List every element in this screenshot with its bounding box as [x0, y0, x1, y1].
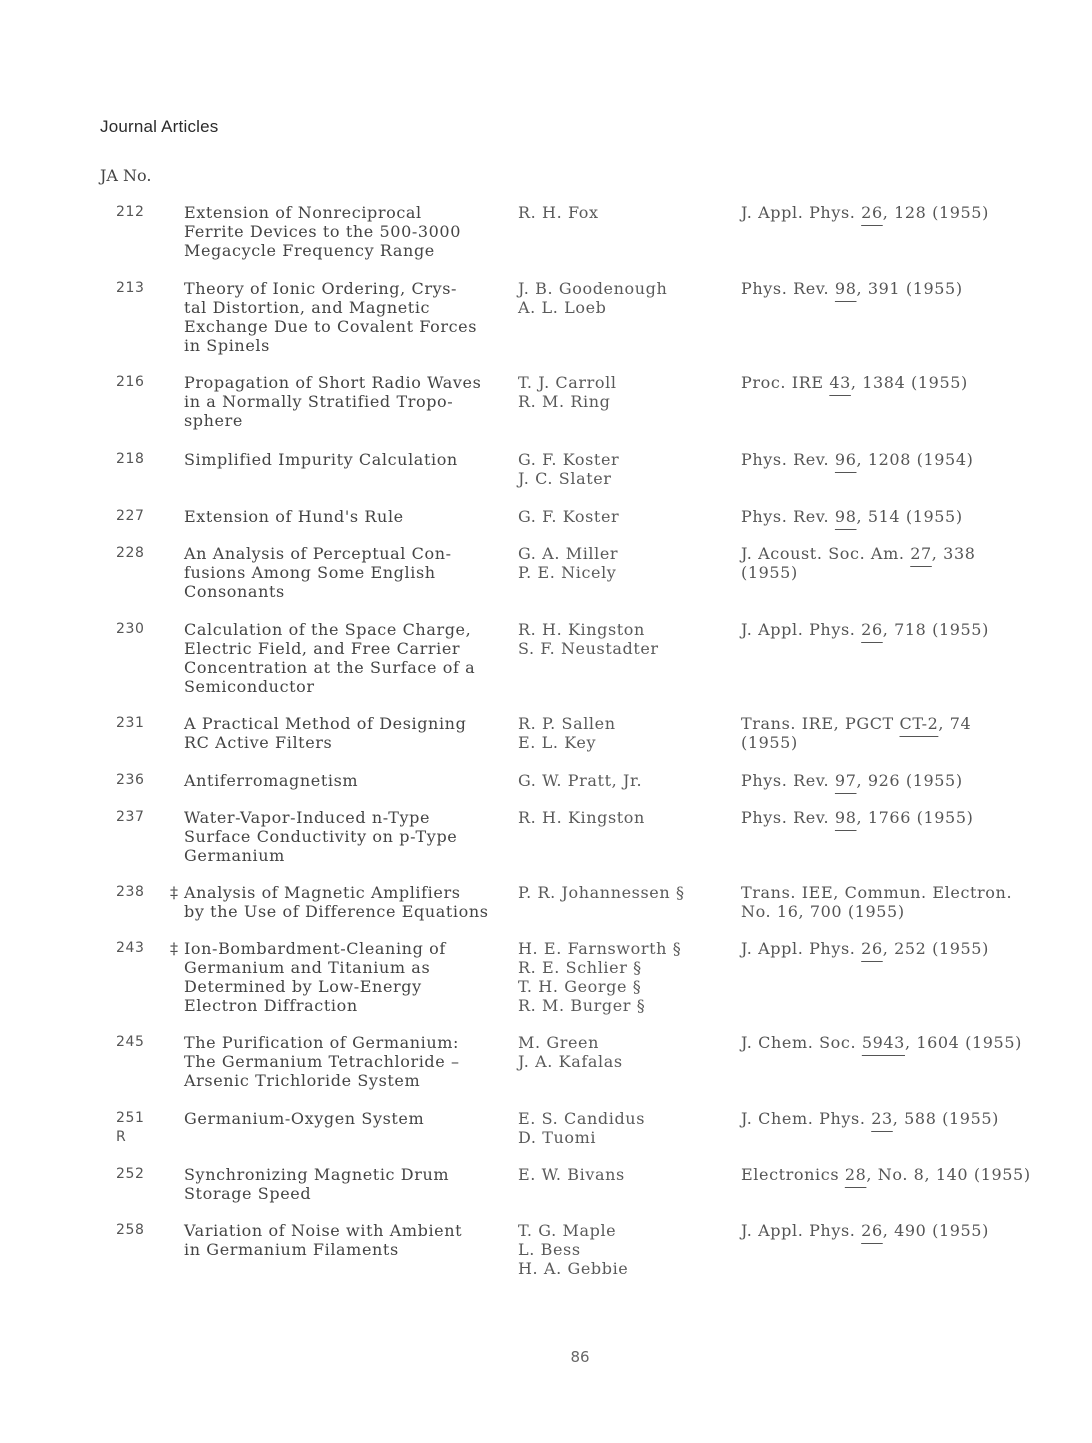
ja-number-value: 245 — [116, 1034, 145, 1050]
title-line: Calculation of the Space Charge, — [184, 620, 472, 639]
citation-pages: , 514 (1955) — [856, 507, 963, 526]
article-title — [184, 1221, 514, 1259]
article-authors — [518, 203, 738, 222]
article-authors — [518, 1165, 738, 1184]
ja-number-value: 251 — [116, 1110, 145, 1126]
article-title — [184, 883, 514, 921]
ja-number — [116, 620, 145, 639]
ja-number — [116, 450, 145, 469]
citation-pages: , 588 (1955) — [892, 1109, 999, 1128]
article-citation — [741, 714, 1061, 752]
title-line: Ion-Bombardment-Cleaning of — [184, 939, 446, 958]
author-name: G. W. Pratt, Jr. — [518, 771, 643, 790]
citation-line — [741, 507, 1061, 526]
title-line: tal Distortion, and Magnetic — [184, 298, 431, 317]
title-line: Synchronizing Magnetic Drum — [184, 1165, 450, 1184]
title-line: in a Normally Stratified Tropo- — [184, 392, 454, 411]
author-name: R. M. Ring — [518, 392, 611, 411]
citation-line — [741, 1033, 1061, 1052]
author-name: H. E. Farnsworth § — [518, 939, 682, 958]
citation-pages: , No. 8, 140 (1955) — [866, 1165, 1031, 1184]
author-name: D. Tuomi — [518, 1128, 597, 1147]
author-name: P. E. Nicely — [518, 563, 617, 582]
citation-volume: 26 — [861, 203, 883, 222]
ja-number — [116, 771, 145, 790]
article-citation — [741, 939, 1061, 958]
dagger-mark: ‡ — [170, 883, 179, 902]
article-authors — [518, 808, 738, 827]
author-name: G. F. Koster — [518, 450, 620, 469]
article-authors — [518, 714, 738, 752]
citation-volume: 98 — [834, 279, 857, 298]
citation-pages: , 128 (1955) — [882, 203, 989, 222]
article-authors — [518, 1221, 738, 1278]
author-name: H. A. Gebbie — [518, 1259, 629, 1278]
ja-number-value: 252 — [116, 1166, 145, 1182]
author-name: J. A. Kafalas — [518, 1052, 623, 1071]
citation-journal: J. Acoust. Soc. Am. — [741, 544, 911, 563]
title-line: Germanium and Titanium as — [184, 958, 431, 977]
article-title — [184, 771, 514, 790]
citation-journal: J. Appl. Phys. — [741, 620, 862, 639]
article-citation — [741, 279, 1061, 298]
citation-volume: 26 — [861, 1221, 883, 1240]
author-name: T. G. Maple — [518, 1221, 617, 1240]
article-citation — [741, 808, 1061, 827]
article-title — [184, 507, 514, 526]
article-authors — [518, 1109, 738, 1147]
citation-volume: 26 — [861, 620, 883, 639]
citation-journal: Phys. Rev. — [741, 808, 835, 827]
article-authors — [518, 771, 738, 790]
citation-journal: Phys. Rev. — [741, 771, 835, 790]
article-title — [184, 1109, 514, 1128]
ja-number — [116, 1109, 145, 1147]
citation-journal: Phys. Rev. — [741, 450, 835, 469]
title-line: Propagation of Short Radio Waves — [184, 373, 482, 392]
author-name: G. F. Koster — [518, 507, 620, 526]
author-name: R. E. Schlier § — [518, 958, 642, 977]
ja-number — [116, 939, 145, 958]
title-line: Variation of Noise with Ambient — [184, 1221, 463, 1240]
article-authors — [518, 1033, 738, 1071]
author-name: E. L. Key — [518, 733, 597, 752]
title-line: The Germanium Tetrachloride – — [184, 1052, 460, 1071]
title-line: Water-Vapor-Induced n-Type — [184, 808, 431, 827]
citation-journal: J. Appl. Phys. — [741, 203, 862, 222]
author-name: L. Bess — [518, 1240, 581, 1259]
title-line: Theory of Ionic Ordering, Crys- — [184, 279, 458, 298]
article-title — [184, 279, 514, 355]
title-line: A Practical Method of Designing — [184, 714, 467, 733]
citation-line-2: (1955) — [741, 563, 798, 582]
ja-number-value: 231 — [116, 715, 145, 731]
citation-journal: J. Chem. Phys. — [741, 1109, 872, 1128]
citation-line — [741, 1221, 1061, 1240]
article-citation — [741, 203, 1061, 222]
author-name: R. P. Sallen — [518, 714, 616, 733]
citation-volume: 27 — [910, 544, 932, 563]
title-line: Determined by Low-Energy — [184, 977, 422, 996]
ja-number-suffix: R — [116, 1129, 127, 1145]
ja-number — [116, 203, 145, 222]
ja-number-value: 243 — [116, 940, 145, 956]
title-line: Consonants — [184, 582, 285, 601]
title-line: Exchange Due to Covalent Forces — [184, 317, 478, 336]
citation-pages: , 1766 (1955) — [856, 808, 974, 827]
article-title — [184, 714, 514, 752]
citation-line — [741, 808, 1061, 827]
title-line: Germanium-Oxygen System — [184, 1109, 425, 1128]
ja-number — [116, 507, 145, 526]
author-name: E. W. Bivans — [518, 1165, 625, 1184]
dagger-mark: ‡ — [170, 939, 179, 958]
article-authors — [518, 939, 738, 1015]
title-line: Simplified Impurity Calculation — [184, 450, 458, 469]
article-citation — [741, 450, 1061, 469]
ja-number — [116, 714, 145, 733]
citation-pages: , 338 — [931, 544, 976, 563]
author-name: J. C. Slater — [518, 469, 612, 488]
title-line: in Spinels — [184, 336, 270, 355]
citation-volume: 97 — [834, 771, 857, 790]
citation-pages: , 718 (1955) — [882, 620, 989, 639]
citation-journal: Proc. IRE — [741, 373, 830, 392]
article-title — [184, 450, 514, 469]
citation-volume: CT-2 — [899, 714, 939, 733]
citation-pages: , 926 (1955) — [856, 771, 963, 790]
article-title — [184, 1165, 514, 1203]
title-line: Electron Diffraction — [184, 996, 358, 1015]
article-authors — [518, 507, 738, 526]
article-authors — [518, 883, 738, 902]
ja-number-value: 213 — [116, 280, 145, 296]
column-label: JA No. — [100, 166, 152, 185]
title-line: Concentration at the Surface of a — [184, 658, 476, 677]
citation-volume: 28 — [844, 1165, 867, 1184]
ja-number-value: 228 — [116, 545, 145, 561]
article-citation — [741, 507, 1061, 526]
citation-line — [741, 373, 1061, 392]
ja-number-value: 238 — [116, 884, 145, 900]
title-line: Arsenic Trichloride System — [184, 1071, 421, 1090]
author-name: R. H. Fox — [518, 203, 599, 222]
article-citation — [741, 1033, 1061, 1052]
author-name: R. H. Kingston — [518, 620, 645, 639]
citation-journal: Trans. IRE, PGCT — [741, 714, 900, 733]
ja-number — [116, 373, 145, 392]
article-title — [184, 544, 514, 601]
title-line: Semiconductor — [184, 677, 315, 696]
ja-number — [116, 883, 145, 902]
ja-number-value: 227 — [116, 508, 145, 524]
citation-line — [741, 279, 1061, 298]
citation-line — [741, 1165, 1061, 1184]
citation-pages: , 391 (1955) — [856, 279, 963, 298]
author-name: E. S. Candidus — [518, 1109, 646, 1128]
citation-volume: 23 — [871, 1109, 893, 1128]
citation-journal: Electronics — [741, 1165, 845, 1184]
title-line: Storage Speed — [184, 1184, 312, 1203]
ja-number — [116, 1165, 145, 1184]
title-line: Antiferromagnetism — [184, 771, 359, 790]
ja-number-value: 236 — [116, 772, 145, 788]
article-citation — [741, 883, 1061, 921]
article-title — [184, 939, 514, 1015]
citation-pages: , 1604 (1955) — [904, 1033, 1022, 1052]
title-line: Surface Conductivity on p-Type — [184, 827, 458, 846]
ja-number-value: 216 — [116, 374, 145, 390]
title-line: Extension of Nonreciprocal — [184, 203, 422, 222]
citation-volume: 5943 — [861, 1033, 905, 1052]
ja-number-value: 237 — [116, 809, 145, 825]
title-line: Ferrite Devices to the 500-3000 — [184, 222, 461, 241]
author-name: P. R. Johannessen § — [518, 883, 685, 902]
citation-line — [741, 1109, 1061, 1128]
article-authors — [518, 450, 738, 488]
author-name: T. J. Carroll — [518, 373, 617, 392]
citation-pages: , 252 (1955) — [882, 939, 989, 958]
author-name: M. Green — [518, 1033, 600, 1052]
author-name: S. F. Neustadter — [518, 639, 659, 658]
title-line: fusions Among Some English — [184, 563, 436, 582]
article-citation — [741, 1165, 1061, 1184]
ja-number — [116, 1221, 145, 1240]
citation-volume: 96 — [834, 450, 857, 469]
article-authors — [518, 279, 738, 317]
article-title — [184, 1033, 514, 1090]
article-title — [184, 203, 514, 260]
citation-line — [741, 714, 1061, 733]
title-line: Germanium — [184, 846, 285, 865]
article-authors — [518, 373, 738, 411]
article-title — [184, 808, 514, 865]
ja-number — [116, 1033, 145, 1052]
citation-journal: J. Appl. Phys. — [741, 939, 862, 958]
citation-pages: , 74 — [938, 714, 972, 733]
article-citation — [741, 373, 1061, 392]
title-line: Megacycle Frequency Range — [184, 241, 435, 260]
title-line: Electric Field, and Free Carrier — [184, 639, 461, 658]
author-name: R. H. Kingston — [518, 808, 645, 827]
citation-line — [741, 939, 1061, 958]
article-title — [184, 373, 514, 430]
article-citation — [741, 544, 1061, 582]
citation-line — [741, 883, 1061, 902]
citation-pages: , 1208 (1954) — [856, 450, 974, 469]
title-line: in Germanium Filaments — [184, 1240, 399, 1259]
title-line: The Purification of Germanium: — [184, 1033, 460, 1052]
citation-line — [741, 450, 1061, 469]
citation-line — [741, 771, 1061, 790]
author-name: T. H. George § — [518, 977, 642, 996]
citation-volume: 98 — [834, 808, 857, 827]
article-citation — [741, 1109, 1061, 1128]
citation-pages: , 490 (1955) — [882, 1221, 989, 1240]
title-line: RC Active Filters — [184, 733, 333, 752]
citation-journal: Phys. Rev. — [741, 279, 835, 298]
page-number: 86 — [570, 1348, 590, 1366]
citation-volume: 98 — [834, 507, 857, 526]
title-line: Analysis of Magnetic Amplifiers — [184, 883, 461, 902]
citation-line — [741, 203, 1061, 222]
citation-journal: J. Appl. Phys. — [741, 1221, 862, 1240]
article-citation — [741, 620, 1061, 639]
ja-number — [116, 279, 145, 298]
ja-number-value: 212 — [116, 204, 145, 220]
article-authors — [518, 620, 738, 658]
ja-number — [116, 544, 145, 563]
ja-number — [116, 808, 145, 827]
ja-number-value: 218 — [116, 451, 145, 467]
author-name: G. A. Miller — [518, 544, 619, 563]
citation-line-2: (1955) — [741, 733, 798, 752]
citation-journal: J. Chem. Soc. — [741, 1033, 862, 1052]
title-line: sphere — [184, 411, 243, 430]
author-name: A. L. Loeb — [518, 298, 607, 317]
ja-number-value: 230 — [116, 621, 145, 637]
citation-pages: , 1384 (1955) — [850, 373, 968, 392]
article-authors — [518, 544, 738, 582]
ja-number-value: 258 — [116, 1222, 145, 1238]
citation-line — [741, 544, 1061, 563]
citation-journal: Trans. IEE, Commun. Electron. — [741, 883, 1013, 902]
author-name: J. B. Goodenough — [518, 279, 668, 298]
section-heading: Journal Articles — [100, 117, 219, 136]
title-line: An Analysis of Perceptual Con- — [184, 544, 452, 563]
author-name: R. M. Burger § — [518, 996, 646, 1015]
article-citation — [741, 1221, 1061, 1240]
citation-journal: Phys. Rev. — [741, 507, 835, 526]
citation-volume: 43 — [829, 373, 851, 392]
article-citation — [741, 771, 1061, 790]
citation-line-2: No. 16, 700 (1955) — [741, 902, 905, 921]
article-title — [184, 620, 514, 696]
citation-volume: 26 — [861, 939, 883, 958]
citation-line — [741, 620, 1061, 639]
title-line: by the Use of Difference Equations — [184, 902, 489, 921]
title-line: Extension of Hund's Rule — [184, 507, 404, 526]
